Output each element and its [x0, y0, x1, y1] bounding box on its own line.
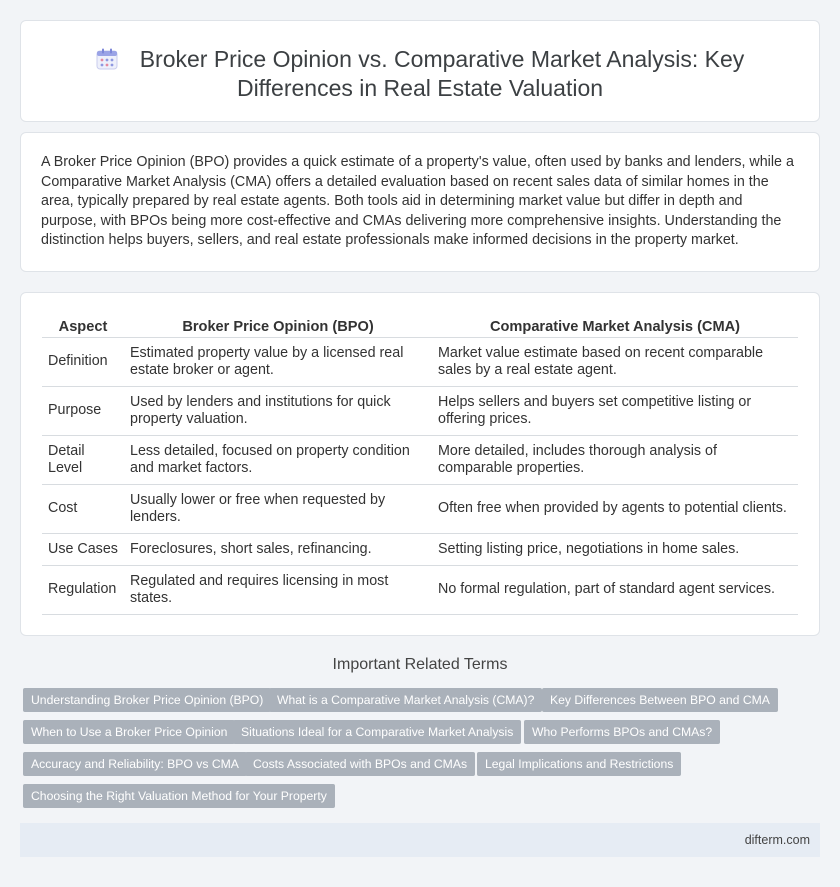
row-aspect: Use Cases [42, 534, 124, 566]
row-aspect: Purpose [42, 387, 124, 436]
calendar-icon [96, 48, 118, 70]
related-tag[interactable]: Understanding Broker Price Opinion (BPO) [23, 688, 271, 712]
related-tag[interactable]: When to Use a Broker Price Opinion [23, 720, 235, 744]
footer [20, 823, 820, 857]
row-aspect: Definition [42, 338, 124, 387]
row-bpo: Estimated property value by a licensed real estate broker or agent. [124, 338, 432, 387]
related-tag[interactable]: What is a Comparative Market Analysis (CMA)? [269, 688, 542, 712]
related-tag[interactable]: Key Differences Between BPO and CMA [542, 688, 778, 712]
row-bpo: Used by lenders and institutions for quick property valuation. [124, 387, 432, 436]
related-tag[interactable]: Legal Implications and Restrictions [477, 752, 681, 776]
page-title [21, 45, 819, 103]
comparison-table [42, 315, 798, 615]
row-bpo: Less detailed, focused on property condition and market factors. [124, 436, 432, 485]
comparison-card [20, 292, 820, 636]
row-bpo: Usually lower or free when requested by lenders. [124, 485, 432, 534]
table-row [42, 338, 798, 387]
row-bpo: Foreclosures, short sales, refinancing. [124, 534, 432, 566]
header-cma: Comparative Market Analysis (CMA) [432, 315, 798, 338]
row-cma: Setting listing price, negotiations in home sales. [432, 534, 798, 566]
row-cma: Often free when provided by agents to potential clients. [432, 485, 798, 534]
header-bpo: Broker Price Opinion (BPO) [124, 315, 432, 338]
intro-paragraph: A Broker Price Opinion (BPO) provides a quick estimate of a property's value, often used by banks and lenders, while a Comparative Market Analysis (CMA) offers a detailed evaluation based on recent sales data of similar homes in the area, typically prepared by real estate agents. Both tools aid in determining market value but differ in depth and purpose, with BPOs being more cost-effective and CMAs delivering more comprehensive insights. Understanding the distinction helps buyers, sellers, and real estate professionals make informed decisions in the property market. [41, 154, 794, 249]
row-cma: More detailed, includes thorough analysis of comparable properties. [432, 436, 798, 485]
page-title-text: Broker Price Opinion vs. Comparative Market Analysis: Key Differences in Real Estate Valuation [139, 46, 745, 101]
related-tag[interactable]: Who Performs BPOs and CMAs? [524, 720, 720, 744]
related-tag[interactable]: Choosing the Right Valuation Method for Your Property [23, 784, 335, 808]
row-aspect: Cost [42, 485, 124, 534]
row-cma: Market value estimate based on recent comparable sales by a real estate agent. [432, 338, 798, 387]
table-row [42, 436, 798, 485]
table-row [42, 534, 798, 566]
row-cma: Helps sellers and buyers set competitive listing or offering prices. [432, 387, 798, 436]
footer-site[interactable]: difterm.com [744, 833, 810, 847]
related-tag[interactable]: Situations Ideal for a Comparative Market Analysis [233, 720, 521, 744]
related-terms-title: Important Related Terms [332, 656, 508, 673]
table-header-row [42, 315, 798, 338]
table-row [42, 387, 798, 436]
row-cma: No formal regulation, part of standard agent services. [432, 566, 798, 615]
related-tag[interactable]: Accuracy and Reliability: BPO vs CMA [23, 752, 247, 776]
row-aspect: Detail Level [42, 436, 124, 485]
intro-card [20, 132, 820, 272]
related-tag[interactable]: Costs Associated with BPOs and CMAs [245, 752, 475, 776]
table-row [42, 566, 798, 615]
title-card [20, 20, 820, 122]
table-row [42, 485, 798, 534]
row-aspect: Regulation [42, 566, 124, 615]
row-bpo: Regulated and requires licensing in most states. [124, 566, 432, 615]
header-aspect: Aspect [42, 315, 124, 338]
